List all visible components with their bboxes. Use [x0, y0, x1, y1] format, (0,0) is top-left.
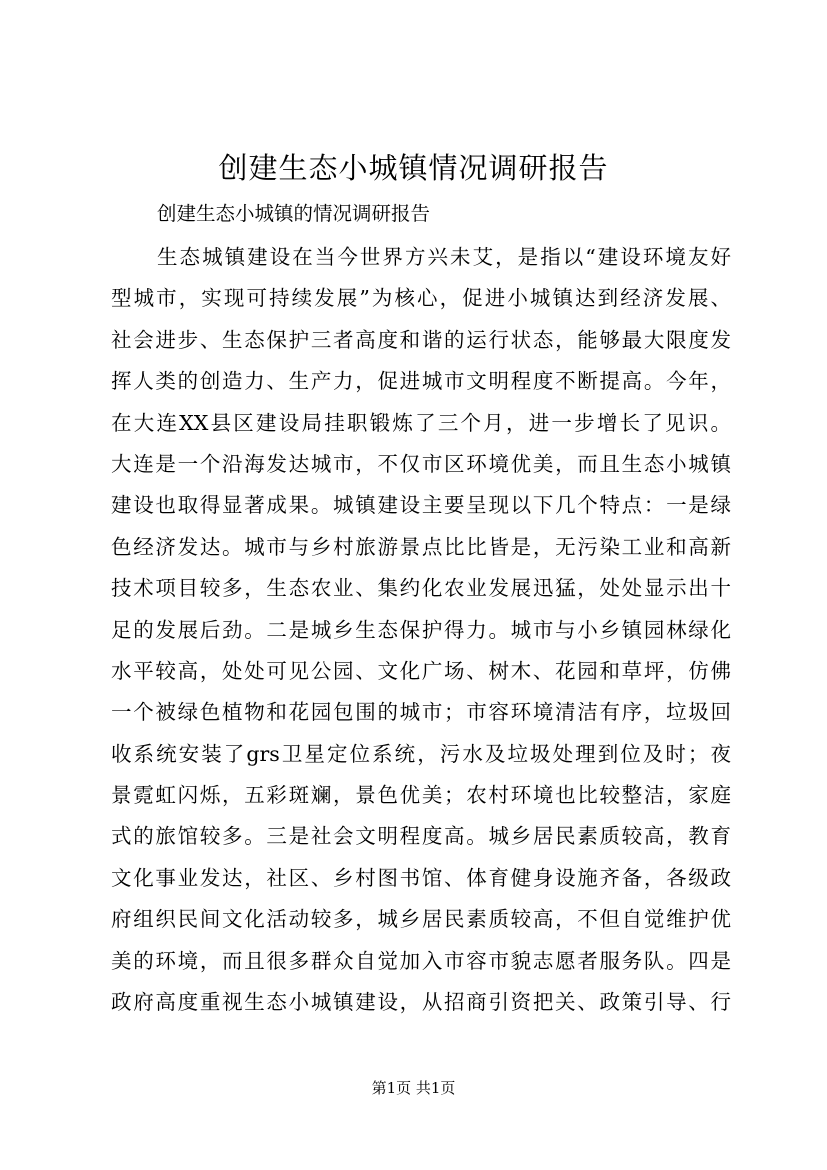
body-line: 政府高度重视生态小城镇建设，从招商引资把关、政策引导、行 — [111, 990, 731, 1015]
body-line: 一个被绿色植物和花园包围的城市；市容环境清洁有序，垃圾回 — [111, 700, 731, 725]
body-line: 生态城镇建设在当今世界方兴未艾，是指以“建设环境友好 — [157, 245, 731, 269]
document-subtitle: 创建生态小城镇的情况调研报告 — [157, 202, 431, 225]
body-line: 景霓虹闪烁，五彩斑斓，景色优美；农村环境也比较整洁，家庭 — [111, 783, 731, 808]
body-line: 技术项目较多，生态农业、集约化农业发展迅猛，处处显示出十 — [111, 576, 731, 601]
body-line: 水平较高，处处可见公园、文化广场、树木、花园和草坪，仿佛 — [111, 658, 731, 683]
body-line: 收系统安装了grs卫星定位系统，污水及垃圾处理到位及时；夜 — [111, 741, 731, 766]
body-line: 文化事业发达，社区、乡村图书馆、体育健身设施齐备，各级政 — [111, 865, 731, 890]
document-title: 创建生态小城镇情况调研报告 — [218, 151, 609, 185]
body-line: 在大连XX县区建设局挂职锻炼了三个月，进一步增长了见识。 — [111, 410, 731, 435]
body-line: 大连是一个沿海发达城市，不仅市区环境优美，而且生态小城镇 — [111, 451, 731, 476]
body-line: 建设也取得显著成果。城镇建设主要呈现以下几个特点：一是绿 — [111, 493, 731, 518]
body-line: 型城市，实现可持续发展”为核心，促进小城镇达到经济发展、 — [111, 286, 731, 311]
body-text — [111, 237, 731, 1023]
body-line: 足的发展后劲。二是城乡生态保护得力。城市与小乡镇园林绿化 — [111, 617, 731, 642]
body-line: 美的环境，而且很多群众自觉加入市容市貌志愿者服务队。四是 — [111, 948, 731, 973]
body-line: 式的旅馆较多。三是社会文明程度高。城乡居民素质较高，教育 — [111, 824, 731, 849]
body-line: 社会进步、生态保护三者高度和谐的运行状态，能够最大限度发 — [111, 327, 731, 352]
body-line: 色经济发达。城市与乡村旅游景点比比皆是，无污染工业和高新 — [111, 534, 731, 559]
page-number-footer: 第1页 共1页 — [371, 1079, 456, 1097]
body-line: 府组织民间文化活动较多，城乡居民素质较高，不但自觉维护优 — [111, 907, 731, 932]
body-line: 挥人类的创造力、生产力，促进城市文明程度不断提高。今年， — [111, 369, 731, 394]
